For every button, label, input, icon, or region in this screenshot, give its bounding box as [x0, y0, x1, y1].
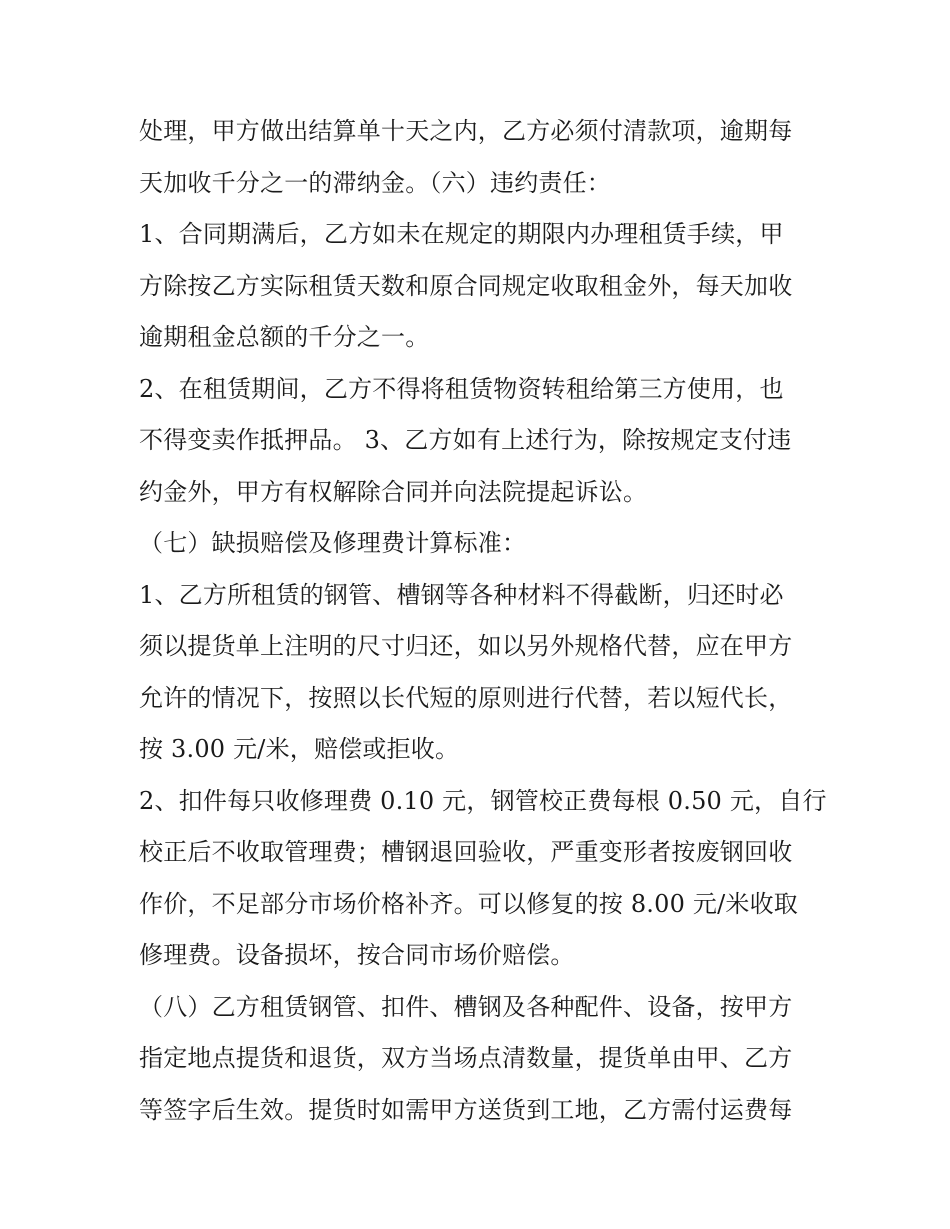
- text-line: 1、合同期满后，乙方如未在规定的期限内办理租赁手续，甲: [139, 220, 784, 248]
- text-line: 方除按乙方实际租赁天数和原合同规定收取租金外，每天加收: [139, 271, 793, 300]
- text-line: 修理费。设备损坏，按合同市场价赔偿。: [139, 941, 575, 969]
- text-line: 处理，甲方做出结算单十天之内，乙方必须付清款项，逾期每: [139, 117, 793, 145]
- text-line: 逾期租金总额的千分之一。: [139, 323, 430, 351]
- section-heading: （七）缺损赔偿及修理费计算标准：: [139, 529, 527, 557]
- text-line: 作价，不足部分市场价格补齐。可以修复的按 8.00 元/米收取: [139, 889, 798, 918]
- text-line: 等签字后生效。提货时如需甲方送货到工地，乙方需付运费每: [139, 1095, 793, 1124]
- text-line: 须以提货单上注明的尺寸归还，如以另外规格代替，应在甲方: [139, 632, 793, 660]
- text-line: 2、在租赁期间，乙方不得将租赁物资转租给第三方使用，也: [139, 374, 784, 403]
- document-body: [139, 106, 827, 1136]
- text-line: 不得变卖作抵押品。 3、乙方如有上述行为，除按规定支付违: [139, 426, 792, 454]
- text-line: 天加收千分之一的滞纳金。（六）违约责任：: [139, 168, 611, 197]
- text-line: 指定地点提货和退货，双方当场点清数量，提货单由甲、乙方: [139, 1044, 793, 1072]
- text-line: 允许的情况下，按照以长代短的原则进行代替，若以短代长，: [139, 683, 793, 712]
- text-line: 约金外，甲方有权解除合同并向法院提起诉讼。: [139, 477, 648, 506]
- text-line: 1、乙方所租赁的钢管、槽钢等各种材料不得截断，归还时必: [139, 580, 784, 609]
- section-heading: （八）乙方租赁钢管、扣件、槽钢及各种配件、设备，按甲方: [139, 992, 793, 1021]
- text-line: 按 3.00 元/米，赔偿或拒收。: [139, 735, 460, 763]
- text-line: 2、扣件每只收修理费 0.10 元，钢管校正费每根 0.50 元，自行: [139, 786, 827, 815]
- text-line: 校正后不收取管理费；槽钢退回验收，严重变形者按废钢回收: [139, 838, 793, 866]
